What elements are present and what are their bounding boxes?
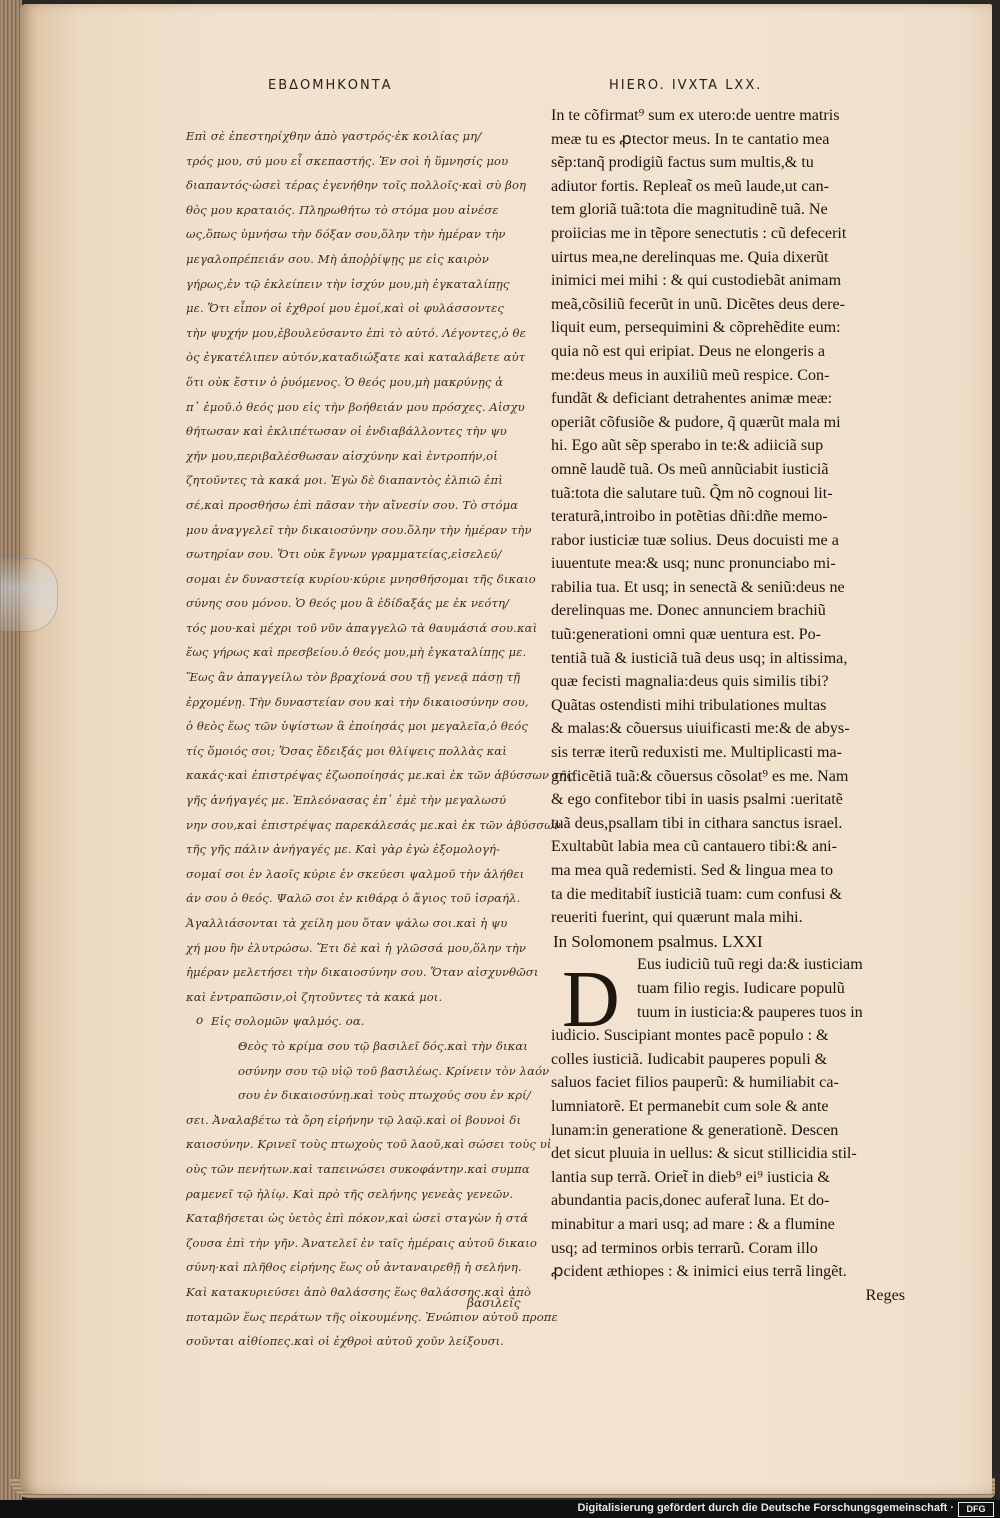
latin-line: operiãt cõfusiõe & pudore, q̃ quærũt mala mi <box>551 413 841 431</box>
greek-line: Επὶ σὲ ἐπεστηρίχθην ἀπὸ γαστρός·ἐκ κοιλίας μη/ <box>186 129 482 143</box>
greek-line: Ἀγαλλιάσονται τὰ χείλη μου ὅταν ψάλω σοι.καὶ ἡ ψυ <box>186 916 508 930</box>
greek-line: άν σου ὁ θεός. Ψαλῶ σοι ἐν κιθάρᾳ ὁ ἅγιος τοῦ ἰσραήλ. <box>186 891 521 906</box>
greek-line: ἐρχομένῃ. Τὴν δυναστείαν σου καὶ τὴν δικαιοσύνην σου, <box>186 694 529 709</box>
latin-psalm-line: Eus iudiciũ tuũ regi da:& iusticiam <box>637 956 863 974</box>
greek-line: σομαι ἐν δυναστείᾳ κυρίου·κύριε μνησθήσομαι τῆς δικαιο <box>186 571 536 586</box>
greek-line: ζουσα ἐπὶ τὴν γῆν. Ἀνατελεῖ ἐν ταῖς ἡμέραις αὐτοῦ δικαιο <box>186 1235 537 1250</box>
latin-line: Quãtas ostendisti mihi tribulationes multas <box>551 696 827 714</box>
latin-line: sẽp:tanq̃ prodigiũ factus sum multis,& tu <box>551 154 814 172</box>
latin-line: tuã:tota die salutare tuũ. Q̃m nõ cognoui lit- <box>551 484 833 502</box>
latin-psalm-line: minabitur a mari usq; ad mare : & a flumine <box>551 1215 835 1233</box>
greek-line: διαπαντός·ὡσεὶ τέρας ἐγενήθην τοῖς πολλοῖς·καὶ σὺ βοη <box>186 178 527 193</box>
latin-line: uirtus mea,ne derelinquas me. Quia dixerũt <box>551 248 829 266</box>
latin-line: adiutor fortis. Repleat̃ os meũ laude,ut can- <box>551 177 829 195</box>
greek-line: οὺς τῶν πενήτων.καὶ ταπεινώσει συκοφάντην.καὶ συμπα <box>186 1161 530 1176</box>
latin-line: tuũ:generationi omni quæ uentura est. Po- <box>551 626 821 644</box>
greek-line: μου ἀναγγελεῖ τὴν δικαιοσύνην σου.ὅλην τὴν ἡμέραν τὴν <box>186 522 532 537</box>
latin-line: & ego confitebor tibi in uasis psalmi :ueritatẽ <box>551 791 843 809</box>
bookmark-clip <box>0 558 58 632</box>
greek-line: σέ,καὶ προσθήσω ἐπὶ πᾶσαν τὴν αἴνεσίν σου. Τὸ στόμα <box>186 497 519 512</box>
greek-line: σωτηρίαν σου. Ὅτι οὐκ ἔγνων γραμματείας,εἰσελεύ/ <box>186 547 502 562</box>
latin-psalm-line: tuam filio regis. Iudicare populũ <box>637 979 845 997</box>
greek-line: ὸς ἐγκατέλιπεν αὐτόν,καταδιώξατε καὶ καταλάβετε αὐτ <box>186 350 526 365</box>
greek-line: με. Ὅτι εἶπον οἱ ἐχθροί μου ἐμοί,καὶ οἱ φυλάσσοντες <box>186 301 505 316</box>
drop-cap-initial <box>556 956 630 1044</box>
greek-line: τῆς γῆς πάλιν ἀνήγαγές με. Καὶ γὰρ ἐγὼ ἐξομολογή- <box>186 842 501 857</box>
latin-psalm-line: lumniatorẽ. Et permanebit cum sole & ante <box>551 1097 829 1115</box>
greek-line: ραμενεῖ τῷ ἡλίῳ. Καὶ πρὸ τῆς σελήνης γενεὰς γενεῶν. <box>186 1186 514 1201</box>
greek-line: Ἕως ἂν ἀπαγγείλω τὸν βραχίονά σου τῇ γενεᾷ πάσῃ τῇ <box>186 670 521 685</box>
greek-line: χήν μου,περιβαλέσθωσαν αἰσχύνην καὶ ἐντροπήν,οἱ <box>186 448 498 463</box>
greek-line: π᾽ ἐμοῦ.ὁ θεός μου εἰς τὴν βοήθειάν μου πρόσχες. Αἰσχυ <box>186 399 525 414</box>
latin-line: derelinquas me. Donec annunciem brachiũ <box>551 602 826 620</box>
greek-line: ως,ὅπως ὑμνήσω τὴν δόξαν σου,ὅλην τὴν ἡμέραν τὴν <box>186 227 506 242</box>
latin-psalm-line: lunam:in generatione & generationẽ. Descen <box>551 1121 839 1139</box>
greek-line: καιοσύνην. Κρινεῖ τοὺς πτωχοὺς τοῦ λαοῦ,καὶ σώσει τοὺς υἱ <box>186 1137 552 1152</box>
latin-line: teraturã,introibo in potẽtias dñi:dñe memo- <box>551 508 828 526</box>
latin-line: sis terræ iterũ reduxisti me. Multiplicasti ma- <box>551 744 842 762</box>
latin-line: meæ tu es ꝓtector meus. In te cantatio mea <box>551 130 830 148</box>
greek-line: ἡμέραν μελετήσει τὴν δικαιοσύνην σου. Ὅταν αἰσχυνθῶσι <box>186 965 539 980</box>
greek-line: σύνης σου μόνου. Ὁ θεός μου ἃ ἐδίδαξάς με ἐκ νεότη/ <box>186 596 510 611</box>
latin-line: Exultabũt labia mea cũ cantauero tibi:& ani- <box>551 838 838 856</box>
latin-psalm-line: saluos faciet filios pauperũ: & humiliabit ca- <box>551 1074 839 1092</box>
latin-line: inimici mei mihi : & qui custodiebãt animam <box>551 272 842 290</box>
greek-line: σου ἐν δικαιοσύνῃ.καὶ τοὺς πτωχούς σου ἐν κρί/ <box>238 1088 531 1103</box>
latin-line: quæ fecisti magnalia:deus quis similis tibi? <box>551 673 829 691</box>
greek-line: ποταμῶν ἕως περάτων τῆς οἰκουμένης. Ἐνώπιον αὐτοῦ προπε <box>186 1309 558 1324</box>
latin-psalm-line: det sicut pluuia in uellus: & sicut stillicidia stil- <box>551 1145 857 1163</box>
greek-line: τός μου·καὶ μέχρι τοῦ νῦν ἀπαγγελῶ τὰ θαυμάσιά σου.καὶ <box>186 620 538 635</box>
latin-psalm-line: tuum in iusticia:& pauperes tuos in <box>637 1003 863 1021</box>
latin-psalm-line: ꝓcident æthiopes : & inimici eius terrã lingẽt. <box>551 1263 847 1281</box>
latin-line: meã,cõsiliũ fecerũt in unũ. Dicẽtes deus dere- <box>551 295 846 313</box>
greek-line: ὅτι οὐκ ἔστιν ὁ ῥυόμενος. Ὁ θεός μου,μὴ μακρύνῃς ἀ <box>186 374 504 389</box>
latin-column <box>551 104 911 1307</box>
latin-psalm-line: abundantia pacis,donec auferat̃ luna. Et do- <box>551 1192 830 1210</box>
greek-line: τὴν ψυχήν μου,ἐβουλεύσαντο ἐπὶ τὸ αὐτό. Λέγοντες,ὁ θε <box>186 325 526 340</box>
latin-line: fundãt & deficiant detrahentes animæ meæ: <box>551 390 833 408</box>
latin-line: In te cõfirmat⁹ sum ex utero:de uentre matris <box>551 107 840 124</box>
latin-line: rabor iusticiæ tuæ solius. Deus docuisti me a <box>551 531 839 549</box>
greek-line: οσύνην σου τῷ υἱῷ τοῦ βασιλέως. Κρίνειν τὸν λαόν <box>238 1063 550 1078</box>
greek-line: τίς ὅμοιός σοι; Ὅσας ἔδειξάς μοι θλίψεις πολλὰς καὶ <box>186 743 507 758</box>
footer-credit: Digitalisierung gefördert durch die Deutsche Forschungsgemeinschaft · <box>577 1502 954 1514</box>
latin-line: iuuentute mea:& usq; nunc pronunciabo mi- <box>551 555 836 573</box>
latin-psalm-line: usq; ad terminos orbis terrarũ. Coram illo <box>551 1239 818 1257</box>
running-head-greek: ΕΒΔΟΜΗΚΟΝΤΑ <box>268 78 393 93</box>
latin-line: tentiã tuã & iusticiã tuã deus usq; in altissima, <box>551 649 848 667</box>
latin-line: rabilia tua. Et usq; in senectã & seniũ:deus ne <box>551 578 845 596</box>
greek-catchword: βασιλεῖς <box>467 1296 521 1310</box>
latin-line: & malas:& cõuersus uiuificasti me:& de abys- <box>551 720 850 738</box>
greek-line: Θεὸς τὸ κρίμα σου τῷ βασιλεῖ δός.καὶ τὴν δικαι <box>238 1038 528 1053</box>
latin-line: me:deus meus in auxiliũ meũ respice. Con- <box>551 366 830 384</box>
latin-line: proiicias me in tẽpore senectutis : cũ defecerit <box>551 224 847 242</box>
greek-line: γήρως,ἐν τῷ ἐκλείπειν τὴν ἰσχύν μου,μὴ ἐγκαταλίπῃς <box>186 276 510 291</box>
greek-line: σοῦνται αἰθίοπες.καὶ οἱ ἐχθροὶ αὐτοῦ χοῦν λείξουσι. <box>186 1334 505 1349</box>
greek-line: σύνη·καὶ πλῆθος εἰρήνης ἕως οὗ ἀνταναιρεθῇ ἡ σελήνη. <box>186 1260 522 1275</box>
greek-line: καὶ ἐντραπῶσιν,οἱ ζητοῦντες τὰ κακά μοι. <box>186 989 443 1004</box>
latin-line: tem gloriã tuã:tota die magnitudinẽ tuã. Ne <box>551 201 828 219</box>
greek-line: θὸς μου κραταιός. Πληρωθήτω τὸ στόμα μου αἰνέσε <box>186 202 499 217</box>
greek-margin-numeral: ο <box>196 1013 204 1027</box>
greek-line: Εἰς σολομῶν ψαλμός. οα. <box>211 1014 365 1029</box>
greek-line: χή μου ἣν ἐλυτρώσω. Ἔτι δὲ καὶ ἡ γλῶσσά μου,ὅλην τὴν <box>186 940 527 955</box>
psalm-heading: In Solomonem psalmus. LXXI <box>553 931 763 951</box>
greek-line: θήτωσαν καὶ ἐκλιπέτωσαν οἱ ἐνδιαβάλλοντες τὴν ψυ <box>186 424 507 439</box>
latin-psalm-line: colles iusticiã. Iudicabit pauperes populi & <box>551 1050 828 1068</box>
latin-line: quia nõ est qui eripiat. Deus ne elongeris a <box>551 342 825 360</box>
latin-catchword: Reges <box>865 1286 905 1304</box>
dfg-logo: DFG <box>958 1502 994 1517</box>
footer-bar <box>0 1500 1000 1518</box>
page-edges <box>0 0 22 1500</box>
latin-psalm-line: iudicio. Suscipiant montes pacẽ populo : & <box>551 1027 829 1045</box>
latin-line: ma mea quã redemisti. Sed & lingua mea to <box>551 862 834 879</box>
greek-line: νην σου,καὶ ἐπιστρέψας παρεκάλεσάς με.καὶ ἐκ τῶν ἀβύσσων <box>186 817 562 832</box>
greek-line: ὁ θεὸς ἕως τῶν ὑψίστων ἃ ἐποίησάς μοι μεγαλεῖα,ὁ θεός <box>186 719 528 734</box>
greek-line: ἕως γήρως καὶ πρεσβείου.ὁ θεός μου,μὴ ἐγκαταλίπῃς με. <box>186 645 527 660</box>
latin-line: omnẽ laudẽ tuã. Os meũ annũciabit iusticiã <box>551 460 829 478</box>
greek-line: σει. Ἀναλαβέτω τὰ ὄρη εἰρήνην τῷ λαῷ.καὶ οἱ βουνοὶ δι <box>186 1112 522 1127</box>
drop-cap-letter: D <box>562 956 620 1044</box>
latin-line: gnificẽtiã tuã:& cõuersus cõsolat⁹ es me. Nam <box>551 767 849 785</box>
greek-line: Καὶ κατακυριεύσει ἀπὸ θαλάσσης ἕως θαλάσσης.καὶ ἀπὸ <box>186 1284 532 1299</box>
latin-line: ta die meditabit̃ iusticiã tuam: cum confusi & <box>551 885 842 903</box>
running-head-latin: HIERO. IVXTA LXX. <box>609 78 763 93</box>
greek-line: τρός μου, σύ μου εἶ σκεπαστής. Ἐν σοὶ ἡ ὕμνησίς μου <box>186 153 509 168</box>
greek-line: μεγαλοπρέπειάν σου. Μὴ ἀποῤῥίψῃς με εἰς καιρὸν <box>186 251 489 266</box>
greek-line: κακάς·καὶ ἐπιστρέψας ἐζωοποίησάς με.καὶ ἐκ τῶν ἀβύσσων τῆς <box>186 768 573 783</box>
greek-line: ζητοῦντες τὰ κακά μοι. Ἐγὼ δὲ διαπαντὸς ἐλπιῶ ἐπὶ <box>186 473 503 488</box>
latin-psalm-line: lantia sup terrã. Oriet̃ in dieb⁹ ei⁹ iusticia & <box>551 1168 830 1186</box>
greek-line: Καταβήσεται ὡς ὑετὸς ἐπὶ πόκον,καὶ ὡσεὶ σταγὼν ἡ στά <box>186 1211 529 1226</box>
latin-line: reueriti fuerint, qui quærunt mala mihi. <box>551 909 803 927</box>
greek-column <box>186 124 573 1354</box>
latin-line: tuã deus,psallam tibi in cithara sanctus israel. <box>551 814 843 832</box>
greek-line: σομαί σοι ἐν λαοῖς κύριε ἐν σκεύεσι ψαλμοῦ τὴν ἀλήθει <box>186 866 525 881</box>
latin-line: liquit eum, persequimini & cõprehẽdite eum: <box>551 319 841 337</box>
greek-line: γῆς ἀνήγαγές με. Ἐπλεόνασας ἐπ᾽ ἐμὲ τὴν μεγαλωσύ <box>186 793 507 808</box>
latin-line: hi. Ego aũt sẽp sperabo in te:& adiiciã sup <box>551 437 824 455</box>
